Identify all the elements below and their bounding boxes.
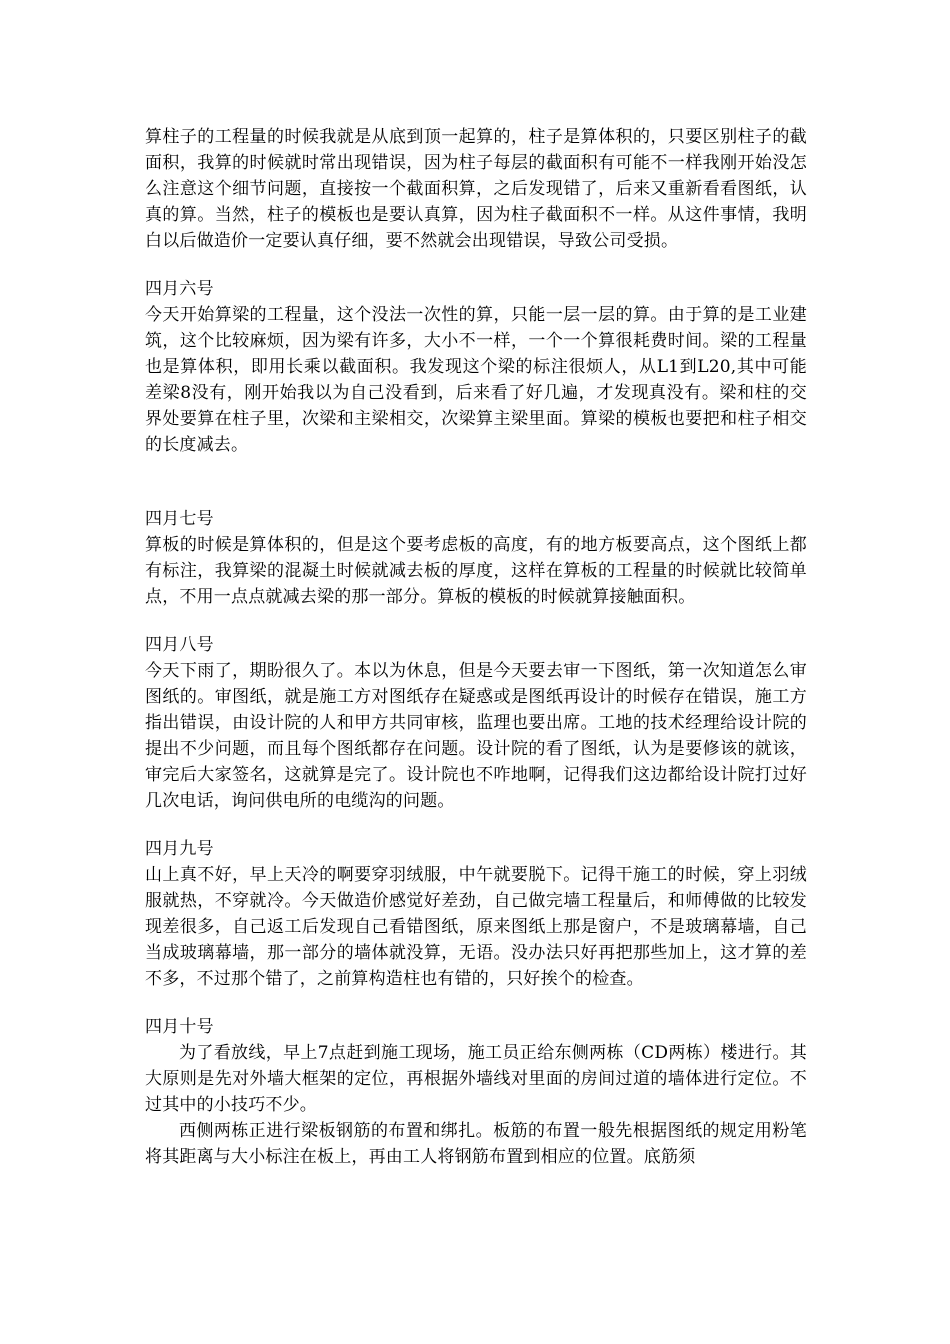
date-heading-apr9: 四月九号	[145, 839, 214, 859]
date-heading-apr7: 四月七号	[145, 509, 214, 529]
paragraph-apr10-b: 西侧两栋正进行梁板钢筋的布置和绑扎。板筋的布置一般先根据图纸的规定用粉笔将其距离与大小标注在板上，再由工人将钢筋布置到相应的位置。底筋须	[145, 1121, 807, 1167]
spacer	[145, 610, 807, 632]
date-heading-apr10: 四月十号	[145, 1017, 214, 1037]
paragraph-column-calc: 算柱子的工程量的时候我就是从底到顶一起算的，柱子是算体积的，只要区别柱子的截面积，我算的时候就时常出现错误，因为柱子每层的截面积有可能不一样我刚开始没怎么注意这个细节问题，直接按一个截面积算，之后发现错了，后来又重新看看图纸，认真的算。当然，柱子的模板也是要认真算，因为柱子截面积不一样。从这件事情，我明白以后做造价一定要认真仔细，要不然就会出现错误，导致公司受损。	[145, 127, 807, 251]
document-body	[145, 124, 807, 1170]
paragraph-apr8: 今天下雨了，期盼很久了。本以为休息，但是今天要去审一下图纸，第一次知道怎么审图纸的。审图纸，就是施工方对图纸存在疑惑或是图纸再设计的时候存在错误，施工方指出错误，由设计院的人和甲方共同审核，监理也要出席。工地的技术经理给设计院的提出不少问题，而且每个图纸都存在问题。设计院的看了图纸，认为是要修该的就该，审完后大家签名，这就算是完了。设计院也不咋地啊，记得我们这边都给设计院打过好几次电话，询问供电所的电缆沟的问题。	[145, 661, 807, 811]
date-heading-apr6: 四月六号	[145, 279, 214, 299]
paragraph-apr7: 算板的时候是算体积的，但是这个要考虑板的高度，有的地方板要高点，这个图纸上都有标注，我算梁的混凝土时候就减去板的厚度，这样在算板的工程量的时候就比较简单点，不用一点点就减去梁的那一部分。算板的模板的时候就算接触面积。	[145, 535, 807, 607]
spacer	[145, 458, 807, 506]
spacer	[145, 254, 807, 276]
spacer	[145, 992, 807, 1014]
paragraph-apr9: 山上真不好，早上天冷的啊要穿羽绒服，中午就要脱下。记得干施工的时候，穿上羽绒服就热，不穿就冷。今天做造价感觉好差劲，自己做完墙工程量后，和师傅做的比较发现差很多，自己返工后发现自己看错图纸，原来图纸上那是窗户，不是玻璃幕墙，自己当成玻璃幕墙，那一部分的墙体就没算，无语。没办法只好再把那些加上，这才算的差不多，不过那个错了，之前算构造柱也有错的，只好挨个的检查。	[145, 865, 807, 989]
spacer	[145, 814, 807, 836]
date-heading-apr8: 四月八号	[145, 635, 214, 655]
paragraph-apr10-a: 为了看放线，早上7点赶到施工现场，施工员正给东侧两栋（CD两栋）楼进行。其大原则是先对外墙大框架的定位，再根据外墙线对里面的房间过道的墙体进行定位。不过其中的小技巧不少。	[145, 1043, 807, 1115]
paragraph-apr6: 今天开始算梁的工程量，这个没法一次性的算，只能一层一层的算。由于算的是工业建筑，这个比较麻烦，因为梁有许多，大小不一样，一个一个算很耗费时间。梁的工程量也是算体积，即用长乘以截面积。我发现这个梁的标注很烦人，从L1到L20,其中可能差梁8没有，刚开始我以为自己没看到，后来看了好几遍，才发现真没有。梁和柱的交界处要算在柱子里，次梁和主梁相交，次梁算主梁里面。算梁的模板也要把和柱子相交的长度减去。	[145, 305, 807, 455]
